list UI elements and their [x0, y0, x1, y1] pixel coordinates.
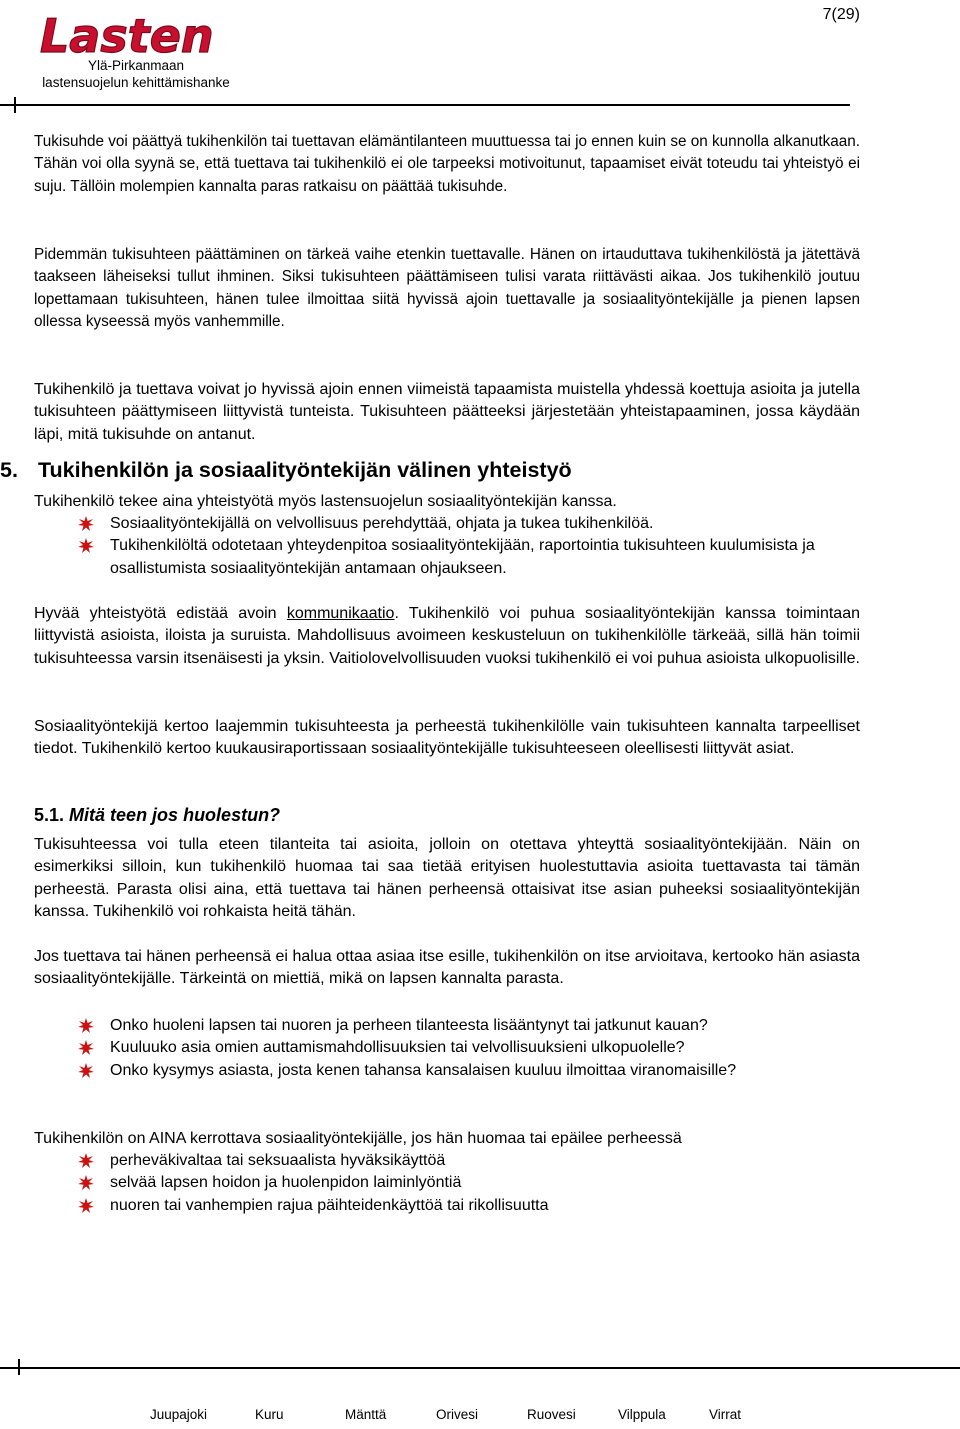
list-item [34, 1015, 860, 1037]
footer-town: Vilppula [618, 1407, 666, 1422]
list-item-text: Tukihenkilöltä odotetaan yhteydenpitoa sosiaalityöntekijään, raportointia tukisuhteen kuulumisista ja osallistumista sosiaalityöntekijän antamaan ohjaukseen. [110, 537, 815, 577]
subsection-number: 5.1. [34, 805, 65, 825]
footer-town: Orivesi [436, 1407, 479, 1422]
star-bullet-icon [78, 1063, 94, 1079]
star-bullet-icon [78, 516, 94, 532]
list-item [34, 1150, 860, 1172]
star-bullet-icon [78, 1040, 94, 1056]
project-logo [36, 4, 226, 64]
list-item-text: Sosiaalityöntekijällä on velvollisuus perehdyttää, ohjata ja tukea tukihenkilöä. [110, 515, 654, 532]
star-bullet-icon [78, 1198, 94, 1214]
footer-cross-mark [18, 1359, 20, 1375]
paragraph-concerns: Tukisuhteessa voi tulla eteen tilanteita tai asioita, jolloin on otettava yhteyttä sosiaalityöntekijään. Näin on esimerkiksi silloin, kun tukihenkilö huomaa tai saa tietää erityisen huolestuttavia asioita tuettavasta tai tämän perheestä. Parasta olisi aina, että tuettava tai hänen perheensä ottaisivat itse asian puheeksi sosiaalityöntekijän kanssa. Tukihenkilö voi rohkaista heitä tähän. [34, 836, 860, 920]
logo-subtitle-region: Ylä-Pirkanmaan [87, 58, 185, 73]
list-item-text: Kuuluuko asia omien auttamismahdollisuuksien tai velvollisuuksieni ulkopuolelle? [110, 1039, 685, 1057]
header-cross-mark [14, 97, 16, 113]
footer-town: Juupajoki [150, 1407, 208, 1422]
paragraph-final-meeting: Tukihenkilö ja tuettava voivat jo hyvissä ajoin ennen viimeistä tapaamista muistella yhdessä koettuja asioita ja jutella tukisuhteen päättymiseen liittyvistä tunteista. Tukisuhteen päätteeksi järjestetään yhteistapaaminen, jossa käydään läpi, mitä tukisuhde on antanut. [34, 381, 860, 443]
star-bullet-icon [78, 1175, 94, 1191]
communication-link[interactable]: kommunikaatio [286, 605, 395, 622]
subsection-title: Mitä teen jos huolestun? [69, 805, 281, 825]
footer-rule [0, 1367, 960, 1369]
footer-town: Mänttä [345, 1407, 387, 1422]
list-item [34, 513, 860, 535]
section-number: 5. [0, 458, 18, 482]
star-bullet-icon [78, 1153, 94, 1169]
bullet-list-duties [34, 513, 860, 580]
bullet-list-report-cases [34, 1150, 860, 1217]
section-heading-5 [0, 458, 572, 483]
list-item-text: nuoren tai vanhempien rajua päihteidenkäyttöä tai rikollisuutta [110, 1196, 549, 1214]
list-item [34, 1037, 860, 1059]
star-bullet-icon [78, 1018, 94, 1034]
logo-wordmark: Lasten [40, 9, 214, 63]
footer-town: Virrat [709, 1407, 742, 1422]
list-item-text: selvää lapsen hoidon ja huolenpidon laiminlyöntiä [110, 1174, 462, 1192]
logo-subtitle-project: lastensuojelun kehittämishanke [42, 75, 230, 90]
list-item-text: Onko huoleni lapsen tai nuoren ja perheen tilanteesta lisääntynyt tai jatkunut kauan? [110, 1017, 708, 1034]
footer-town: Kuru [255, 1407, 284, 1422]
paragraph-evaluate: Jos tuettava tai hänen perheensä ei halua ottaa asiaa itse esille, tukihenkilön on itse arvioitava, kertooko hän asiasta sosiaalityöntekijälle. Tärkeintä on miettiä, mikä on lapsen kannalta parasta. [34, 948, 860, 988]
header-rule [0, 104, 850, 106]
list-item [34, 535, 860, 580]
subsection-heading-5-1 [34, 805, 280, 826]
paragraph-ending-support: Tukisuhde voi päättyä tukihenkilön tai tuettavan elämäntilanteen muuttuessa tai jo ennen kuin se on kunnolla alkanutkaan. Tähän voi olla syynä se, että tuettava tai tukihenkilö ei ole tarpeeksi motivoitunut, tapaamiset eivät toteudu tai yhteistyö ei suju. Tällöin molempien kannalta paras ratkaisu on päättää tukisuhde. [34, 133, 861, 195]
paragraph-information-sharing: Sosiaalityöntekijä kertoo laajemmin tukisuhteesta ja perheestä tukihenkilölle vain tukisuhteen kannalta tarpeelliset tiedot. Tukihenkilö kertoo kuukausiraportissaan sosiaalityöntekijälle tukisuhteeseen oleellisesti liittyvät asiat. [34, 718, 860, 758]
star-bullet-icon [78, 538, 94, 554]
section-title: Tukihenkilön ja sosiaalityöntekijän välinen yhteistyö [38, 458, 572, 482]
paragraph-communication: Hyvää yhteistyötä edistää avoin kommunikaatio. Tukihenkilö voi puhua sosiaalityöntekijän kanssa toimintaan liittyvistä asioista, iloista ja suruista. Mahdollisuus avoimeen keskusteluun on tukihenkilölle tärkeää, sillä hän toimii tukisuhteessa varsin itsenäisesti ja yksin. Vaitiolovelvollisuuden vuoksi tukihenkilö ei voi puhua asioista ulkopuolisille. [34, 605, 860, 667]
paragraph-long-relationship: Pidemmän tukisuhteen päättäminen on tärkeä vaihe etenkin tuettavalle. Hänen on irtauduttava tukihenkilöstä ja jätettävä taakseen läheiseksi tullut ihminen. Siksi tukisuhteen päättämiseen tulisi varata riittävästi aikaa. Jos tukihenkilö joutuu lopettamaan tukisuhteen, hänen tulee ilmoittaa siitä hyvissä ajoin tuettavalle ja sosiaalityöntekijälle ja pienen lapsen ollessa kyseessä myös vanhemmille. [34, 246, 860, 330]
paragraph-cooperation-intro: Tukihenkilö tekee aina yhteistyötä myös lastensuojelun sosiaalityöntekijän kanssa. [34, 493, 617, 510]
page-number: 7(29) [822, 6, 860, 23]
footer-town: Ruovesi [527, 1407, 576, 1422]
list-item-text: Onko kysymys asiasta, josta kenen tahansa kansalaisen kuuluu ilmoittaa viranomaisille? [110, 1061, 737, 1079]
list-item-text: perheväkivaltaa tai seksuaalista hyväksikäyttöä [110, 1152, 446, 1169]
paragraph-always-inform: Tukihenkilön on AINA kerrottava sosiaalityöntekijälle, jos hän huomaa tai epäilee perheessä [34, 1130, 682, 1147]
list-item [34, 1195, 860, 1217]
list-item [34, 1060, 860, 1082]
list-item [34, 1172, 860, 1194]
bullet-list-questions [34, 1015, 860, 1082]
